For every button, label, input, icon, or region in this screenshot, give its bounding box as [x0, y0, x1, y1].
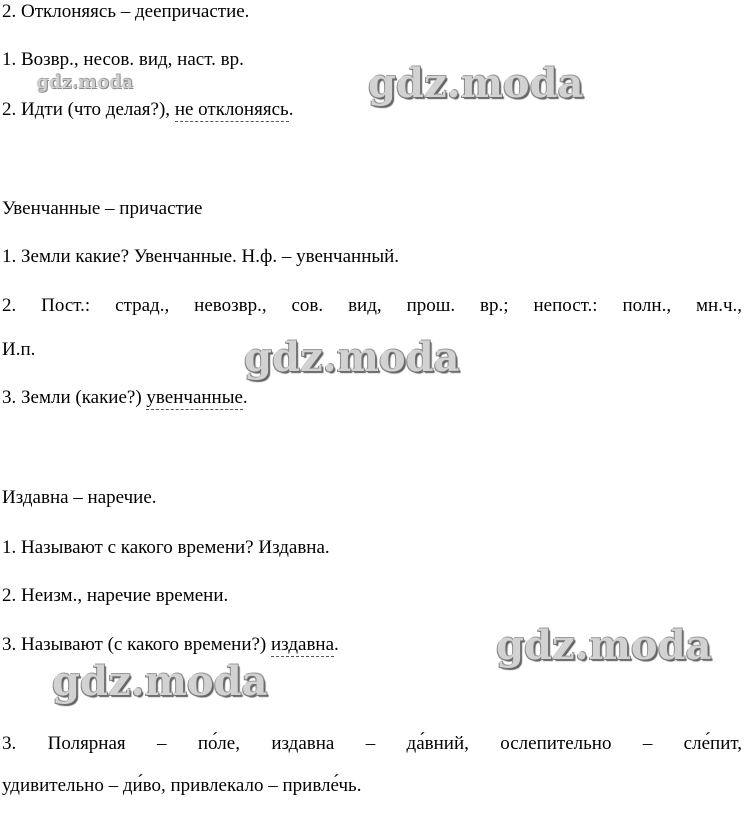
block2-item1: 1. Земли какие? Увенчанные. Н.ф. – увенчанный. [2, 246, 400, 267]
adverbial-participle-phrase: не отклоняясь [174, 99, 289, 120]
block3-item3 [2, 635, 339, 654]
block3-item2: 2. Неизм., наречие времени. [2, 585, 229, 606]
block1-item1: 1. Возвр., несов. вид, наст. вр. [2, 49, 244, 70]
block3-item3-suffix: . [334, 634, 339, 655]
watermark-right: gdz.moda [496, 622, 712, 669]
block1-item2-prefix: 2. Идти (что делая?), [2, 99, 175, 120]
watermark-left: gdz.moda [52, 658, 268, 705]
block2-item2-line2: И.п. [2, 339, 36, 360]
block2-item2-line1: 2. Пост.: страд., невозвр., сов. вид, прош. вр.; непост.: полн., мн.ч., [2, 295, 742, 316]
block2-item3 [2, 388, 248, 407]
block4-line2: удивительно – ди́во, привлекало – привле́чь. [2, 775, 362, 796]
block1-heading: 2. Отклоняясь – деепричастие. [2, 1, 250, 22]
block4-line1: 3. Полярная – по́ле, издавна – да́вний, ослепительно – сле́пит, [2, 733, 742, 754]
block2-heading: Увенчанные – причастие [2, 198, 203, 219]
watermark-middle: gdz.moda [244, 334, 460, 381]
block1-item2-suffix: . [288, 99, 294, 120]
block1-item2 [2, 100, 293, 119]
participle-marked: увенчанные [146, 387, 243, 408]
watermark-top: gdz.moda [368, 60, 584, 107]
block3-heading: Издавна – наречие. [2, 487, 157, 508]
block2-item3-prefix: 3. Земли (какие?) [2, 387, 147, 408]
block3-item1: 1. Называют с какого времени? Издавна. [2, 537, 330, 558]
adverb-marked: издавна [271, 634, 335, 655]
watermark-small: gdz.moda [36, 72, 133, 93]
block2-item3-suffix: . [242, 387, 248, 408]
block3-item3-prefix: 3. Называют (с какого времени?) [2, 634, 272, 655]
